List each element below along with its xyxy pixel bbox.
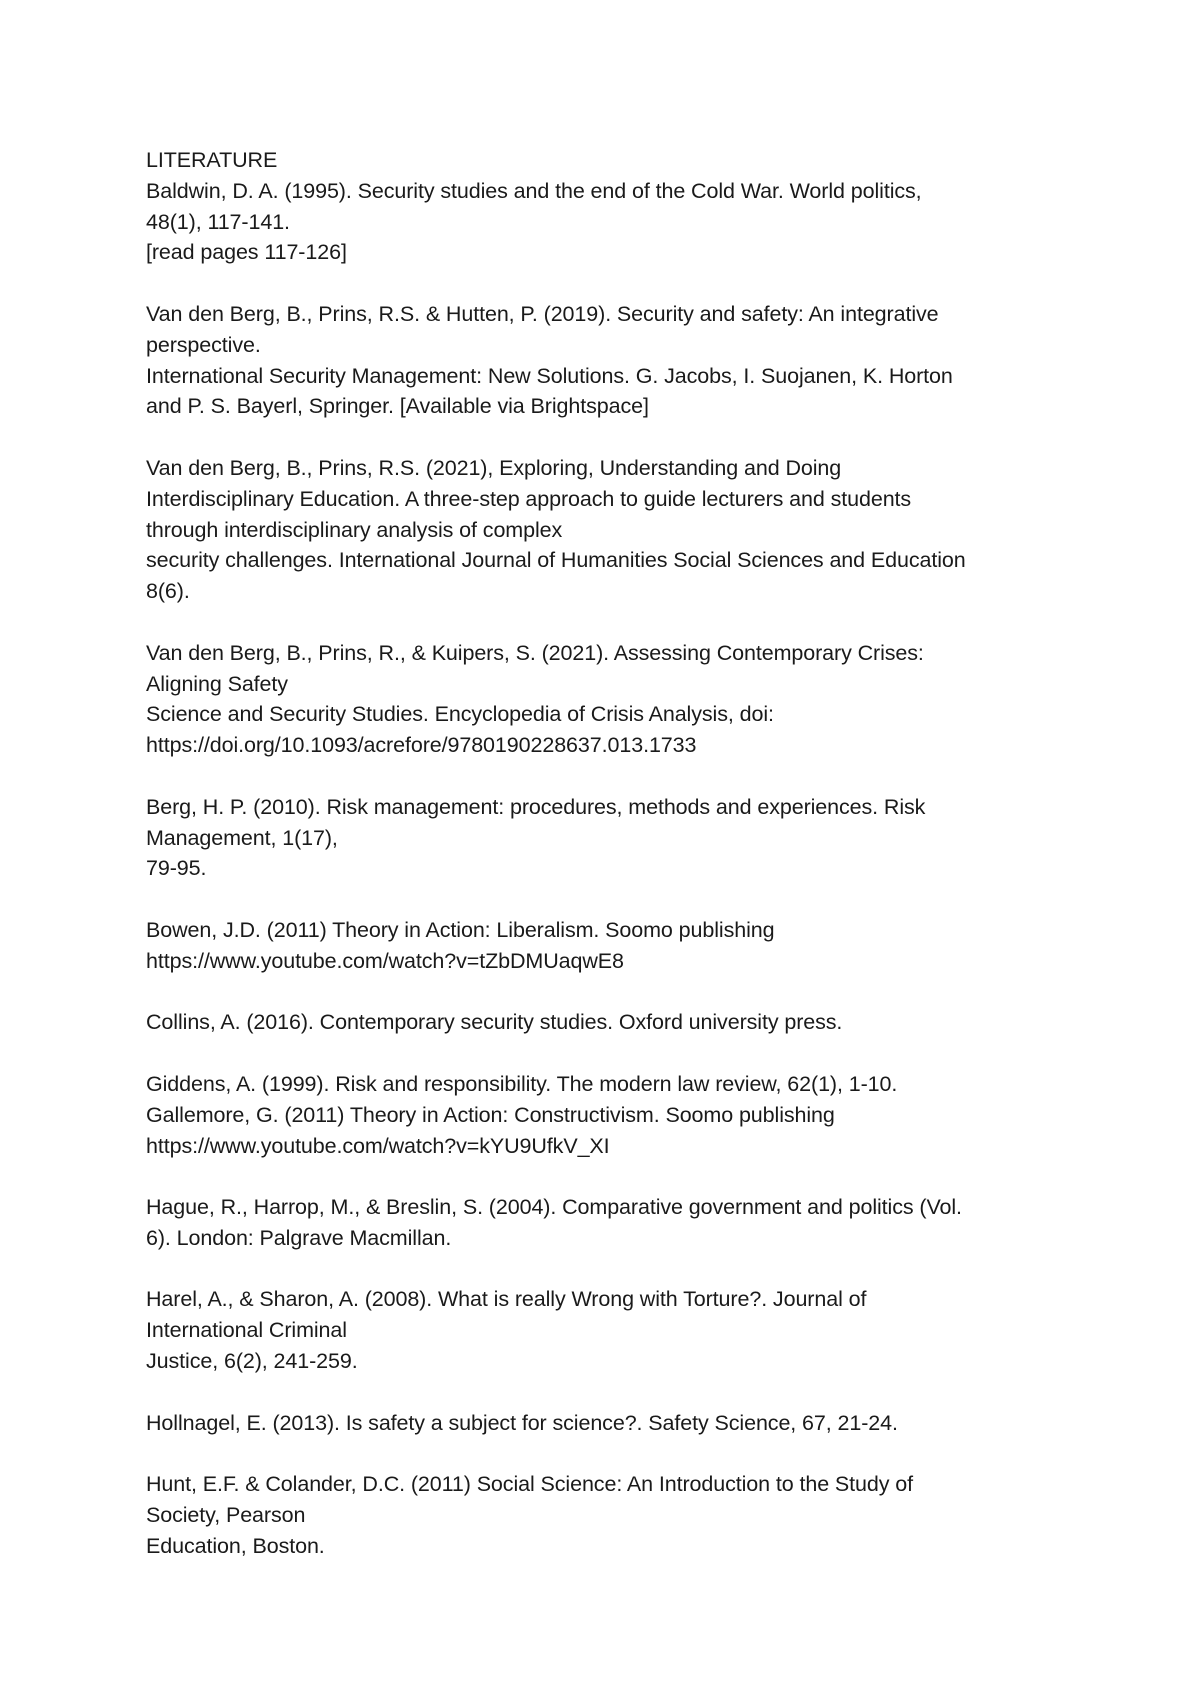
reference-line: 48(1), 117-141. [146,209,290,234]
reference-line: Society, Pearson [146,1503,306,1528]
reference-line: International Criminal [146,1318,347,1343]
reference-line: 6). London: Palgrave Macmillan. [146,1225,452,1250]
blank-line [146,1438,1066,1469]
reference-line: Education, Boston. [146,1533,325,1558]
reference-line: Management, 1(17), [146,825,338,850]
reference-line: International Security Management: New Solutions. G. Jacobs, I. Suojanen, K. Horton [146,363,953,388]
literature-page [146,145,1066,1562]
blank-line [146,607,1066,638]
reference-line: Hague, R., Harrop, M., & Breslin, S. (2004). Comparative government and politics (Vol. [146,1195,962,1220]
blank-line [146,268,1066,299]
blank-line [146,761,1066,792]
reference-line: through interdisciplinary analysis of complex [146,517,563,542]
blank-line [146,422,1066,453]
reference-line: Van den Berg, B., Prins, R., & Kuipers, S. (2021). Assessing Contemporary Crises: [146,640,924,665]
reference-line: Harel, A., & Sharon, A. (2008). What is really Wrong with Torture?. Journal of [146,1287,867,1312]
reference-line: https://doi.org/10.1093/acrefore/9780190228637.013.1733 [146,733,697,758]
reference-line: Science and Security Studies. Encyclopedia of Crisis Analysis, doi: [146,702,774,727]
reference-line: Gallemore, G. (2011) Theory in Action: Constructivism. Soomo publishing [146,1102,835,1127]
reference-line: Collins, A. (2016). Contemporary security studies. Oxford university press. [146,1010,843,1035]
reference-line: Van den Berg, B., Prins, R.S. & Hutten, P. (2019). Security and safety: An integrative [146,301,939,326]
reference-line: Van den Berg, B., Prins, R.S. (2021), Exploring, Understanding and Doing [146,455,842,480]
reference-line: and P. S. Bayerl, Springer. [Available via Brightspace] [146,394,649,419]
reference-line: [read pages 117-126] [146,240,347,265]
reference-line: Justice, 6(2), 241-259. [146,1349,358,1374]
reference-line: https://www.youtube.com/watch?v=tZbDMUaqwE8 [146,948,624,973]
reference-line: Hollnagel, E. (2013). Is safety a subject for science?. Safety Science, 67, 21-24. [146,1410,898,1435]
reference-line: Hunt, E.F. & Colander, D.C. (2011) Social Science: An Introduction to the Study of [146,1472,914,1497]
blank-line [146,1254,1066,1285]
reference-line: security challenges. International Journal of Humanities Social Sciences and Education [146,548,966,573]
reference-line: Aligning Safety [146,671,288,696]
reference-line: Interdisciplinary Education. A three-step approach to guide lecturers and students [146,486,912,511]
blank-line [146,1161,1066,1192]
reference-line: Baldwin, D. A. (1995). Security studies and the end of the Cold War. World politics, [146,178,922,203]
blank-line [146,884,1066,915]
blank-line [146,1377,1066,1408]
reference-line: Bowen, J.D. (2011) Theory in Action: Liberalism. Soomo publishing [146,917,775,942]
page-heading: LITERATURE [146,148,278,172]
reference-line: Giddens, A. (1999). Risk and responsibility. The modern law review, 62(1), 1-10. [146,1071,898,1096]
reference-line: perspective. [146,332,261,357]
reference-list [146,176,1066,1562]
blank-line [146,1038,1066,1069]
reference-line: 8(6). [146,579,190,604]
reference-line: https://www.youtube.com/watch?v=kYU9UfkV_XI [146,1133,610,1158]
reference-line: Berg, H. P. (2010). Risk management: procedures, methods and experiences. Risk [146,794,926,819]
blank-line [146,977,1066,1008]
reference-line: 79-95. [146,856,207,881]
